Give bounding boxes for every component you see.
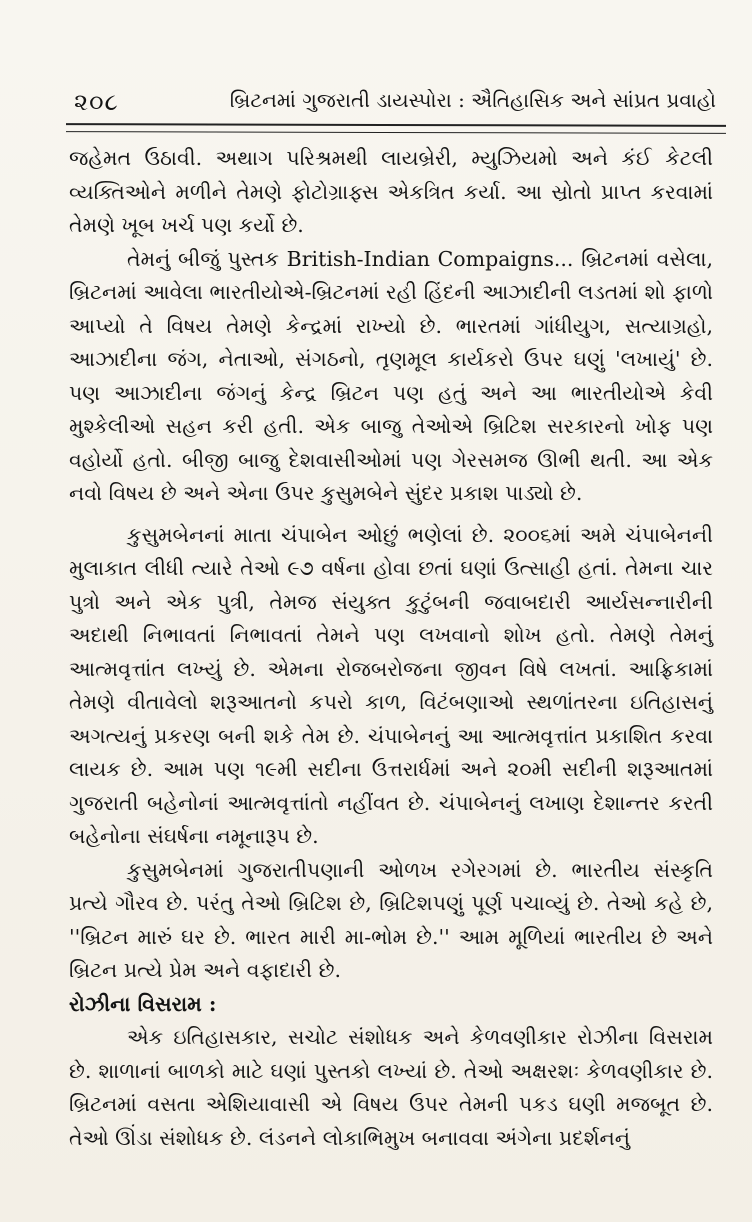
paragraph-5: એક ઇતિહાસકાર, સચોટ સંશોધક અને કેળવણીકાર રોઝીના વિસરામ છે. શાળાનાં બાળકો માટે ઘણાં પુસ્તકો લખ્યાં છે. તેઓ અક્ષરશઃ કેળવણીકાર છે. બ્રિટનમાં વસતા એશિયાવાસી એ વિષય ઉપર તેમની પકડ ઘણી મજબૂત છે. તેઓ ઊંડા સંશોધક છે. લંડનને લોકાભિમુખ બનાવવા અંગેના પ્રદર્શનનું [69, 1025, 713, 1150]
paragraph-3: કુસુમબેનનાં માતા ચંપાબેન ઓછું ભણેલાં છે. ૨૦૦૬માં અમે ચંપાબેનની મુલાકાત લીધી ત્યારે તેઓ ૯૭ વર્ષના હોવા છતાં ઘણાં ઉત્સાહી હતાં. તેમના ચાર પુત્રો અને એક પુત્રી, તેમજ સંયુક્ત કુટુંબની જવાબદારી આર્યસન્નારીની અદાથી નિભાવતાં નિભાવતાં તેમને પણ લખવાનો શોખ હતો. તેમણે તેમનું આત્મવૃત્તાંત લખ્યું છે. એમના રોજબરોજના જીવન વિષે લખતાં. આફ્રિકામાં તેમણે વીતાવેલો શરૂઆતનો કપરો કાળ, વિટંબણાઓ સ્થળાંતરના ઇતિહાસનું અગત્યનું પ્રકરણ બની શકે તેમ છે. ચંપાબેનનું આ આત્મવૃત્તાંત પ્રકાશિત કરવા લાયક છે. આમ પણ ૧૯મી સદીના ઉત્તરાર્ધમાં અને ૨૦મી સદીની શરૂઆતમાં ગુજરાતી બહેનોનાં આત્મવૃત્તાંતો નહીંવત છે. ચંપાબેનનું લખાણ દેશાન્તર કરતી બહેનોના સંઘર્ષના નમૂનારૂપ છે. [69, 522, 713, 848]
body-text [69, 142, 713, 1155]
running-title: બ્રિટનમાં ગુજરાતી ડાયસ્પોરા : ઐતિહાસિક અને સાંપ્રત પ્રવાહો [229, 88, 716, 112]
paragraph-2: તેમનું બીજું પુસ્તક British-Indian Compaigns... બ્રિટનમાં વસેલા, બ્રિટનમાં આવેલા ભારતીયોએ-બ્રિટનમાં રહી હિંદની આઝાદીની લડતમાં શો ફાળો આપ્યો તે વિષય તેમણે કેન્દ્રમાં રાખ્યો છે. ભારતમાં ગાંધીયુગ, સત્યાગ્રહો, આઝાદીના જંગ, નેતાઓ, સંગઠનો, તૃણમૂલ કાર્યકરો ઉપર ઘણું 'લખાયું' છે. પણ આઝાદીના જંગનું કેન્દ્ર બ્રિટન પણ હતું અને આ ભારતીયોએ કેવી મુશ્કેલીઓ સહન કરી હતી. એક બાજુ તેઓએ બ્રિટિશ સરકારનો ખોફ પણ વહોર્યો હતો. બીજી બાજુ દેશવાસીઓમાં પણ ગેરસમજ ઊભી થતી. આ એક નવો વિષય છે અને એના ઉપર કુસુમબેને સુંદર પ્રકાશ પાડ્યો છે. [69, 246, 713, 505]
paragraph-1: જહેમત ઉઠાવી. અથાગ પરિશ્રમથી લાયબ્રેરી, મ્યુઝિયમો અને કંઈ કેટલી વ્યક્તિઓને મળીને તેમણે ફોટોગ્રાફ્સ એકત્રિત કર્યા. આ સ્રોતો પ્રાપ્ત કરવામાં તેમણે ખૂબ ખર્ચ પણ કર્યો છે. [69, 146, 713, 237]
paragraph-4: કુસુમબેનમાં ગુજરાતીપણાની ઓળખ રગેરગમાં છે. ભારતીય સંસ્કૃતિ પ્રત્યે ગૌરવ છે. પરંતુ તેઓ બ્રિટિશ છે, બ્રિટિશપણું પૂર્ણ પચાવ્યું છે. તેઓ કહે છે, ''બ્રિટન મારું ઘર છે. ભારત મારી મા-ભોમ છે.'' આમ મૂળિયાં ભારતીય છે અને બ્રિટન પ્રત્યે પ્રેમ અને વફાદારી છે. [69, 857, 713, 982]
page-header [66, 82, 716, 122]
page-number: ૨૦૮ [74, 88, 119, 116]
header-rule [66, 123, 726, 134]
section-heading: રોઝીના વિસરામ : [69, 991, 217, 1016]
